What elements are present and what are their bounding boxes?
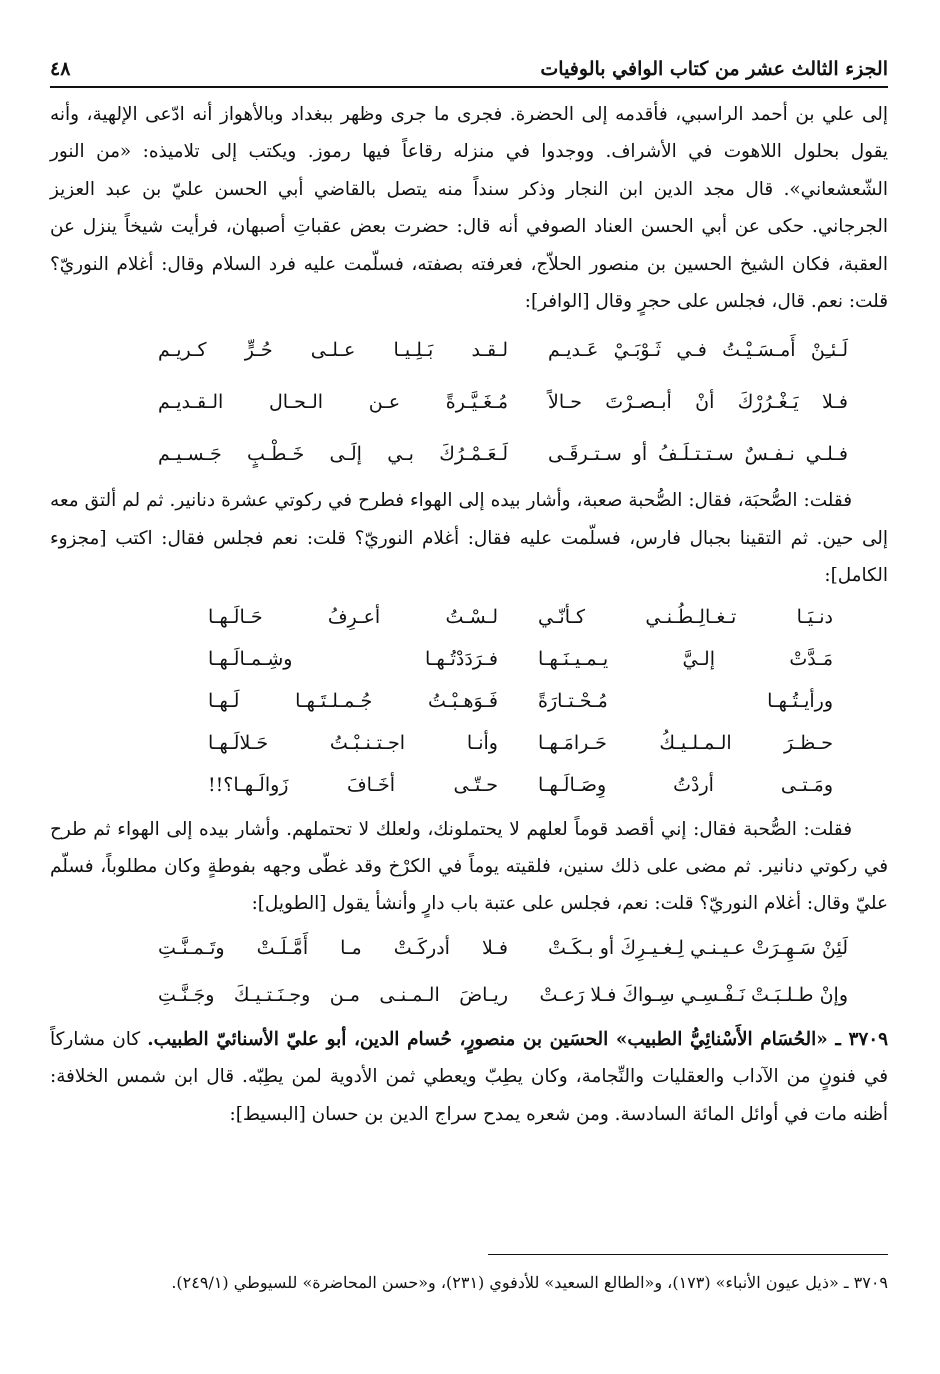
hemistich-left: فـلا أدركَـتْ مـا أَمَّـلَـتْ وتَـمـنَّـتِ (158, 936, 508, 959)
poem-kamil (50, 597, 888, 807)
verse (50, 376, 888, 428)
verse (50, 639, 888, 681)
hemistich-left: لَـعَـمْـرُكَ بـي إلَـى خَـطْـبٍ جَـسـيـم (158, 442, 508, 465)
hemistich-right: حـظـرَ الـمـلـيـكُ حَـرامَـهـا (538, 731, 833, 754)
hemistich-right: فـلـي نـفـسٌ سـتـتـلَـفُ أو سـتـرقَـى (548, 442, 848, 465)
footnote: ٣٧٠٩ ـ «ذيل عيون الأنباء» (١٧٣)، و«الطالع السعيد» للأدفوي (٢٣١)، و«حسن المحاضرة» للسيوطي (٢٤٩/١). (171, 1273, 888, 1292)
verse (50, 324, 888, 376)
book-page (50, 0, 888, 1374)
verse (50, 723, 888, 765)
verse (50, 925, 888, 972)
header-rule (50, 86, 888, 88)
hemistich-right: مَـدَّتْ إلـيَّ يـمـيـنَـهـا (538, 647, 833, 670)
hemistich-left: مُـغَـيَّـرةً عـن الـحـال الـقـديـم (158, 390, 508, 413)
hemistich-left: فَـوَهـبْـتُ جُـمـلـتَـهـا لَـهـا (208, 689, 498, 712)
hemistich-right: فـلا يَـغْـرُرْكَ أنْ أبـصـرْتَ حـالاً (548, 390, 848, 413)
running-title: الجزء الثالث عشر من كتاب الوافي بالوفيات (540, 58, 888, 80)
hemistich-right: دنـيَـا تـغـالِـطُـنـي كـأنّـي (538, 605, 833, 628)
page-number: ٤٨ (50, 58, 71, 80)
hemistich-left: ريـاضَ الـمـنـى مـن وجـنَـتـيـكَ وجَـنَّـتِ (158, 983, 508, 1006)
hemistich-left: لـقـد بَـلِـيـا عـلـى حُـرٍّ كـريـم (158, 338, 508, 361)
hemistich-right: ورأيـتُـهـا مُـحْـتـارَةً (538, 689, 833, 712)
entry-body: كان مشاركاً في فنونٍ من الآداب والعقليات والنِّجامة، وكان يطِبّ ويعطي ثمن الأدوية لمن يطِبّه. قال ابن شمس الخلافة: أظنه مات في أوائل المائة السادسة. ومن شعره يمدح سراج الدين بن حسان [البسيط]: (50, 1028, 888, 1125)
paragraph-3: فقلت: الصُّحبة فقال: إني أقصد قوماً لعلهم لا يحتملونك، ولعلك لا تحتملهم. وأشار بيده إلى الهواء ثم طرح في ركوتي دنانير. ثم مضى على ذلك سنين، فلقيته يوماً في الكرْخ وقد غطّى وجهه بفوطةٍ وكان مطلوباً، فسلّم عليّ وقال: أغلام النوريّ؟ قلت: نعم، فجلس على عتبة باب دارٍ وأنشأ يقول [الطويل]: (50, 818, 888, 915)
verse (50, 681, 888, 723)
poem-tawil (50, 925, 888, 1019)
hemistich-right: ومَـتـى أردْتُ وِصَـالَـهـا (538, 773, 833, 796)
verse (50, 765, 888, 807)
page-header (50, 40, 888, 80)
poem-wafir (50, 324, 888, 480)
entry-title: ٣٧٠٩ ـ «الحُسَام الأَسْنائِيُّ الطبيب» الحسَين بن منصورٍ، حُسام الدين، أبو عليّ الأسنائيّ الطبيب. (147, 1028, 888, 1050)
verse (50, 428, 888, 480)
hemistich-right: وإنْ طـلـبَـتْ نَـفْـسِـي سِـواكَ فـلا رَعـتْ (539, 983, 848, 1006)
paragraph-1: إلى علي بن أحمد الراسبي، فأقدمه إلى الحضرة. فجرى ما جرى وظهر ببغداد وبالأهواز أنه ادّعى الإلهية، وأنه يقول بحلول اللاهوت في الأشراف. ووجدوا في منزله رقاعاً فيها رموز. ويكتب إلى تلاميذه: «من النور الشّعشعاني». قال مجد الدين ابن النجار وذكر سنداً منه يتصل بالقاضي أبي الحسن عليّ بن عبد العزيز الجرجاني. حكى عن أبي الحسن العناد الصوفي أنه قال: حضرت بعض عقباتِ أصبهان، فرأيت شيخاً ينزل عن العقبة، فكان الشيخ الحسين بن منصور الحلاّج، فعرفته بصفته، فسلّمت عليه فرد السلام وقال: أغلام النوريّ؟ قلت: نعم. قال، فجلس على حجرٍ وقال [الوافر]: (50, 104, 888, 313)
verse (50, 597, 888, 639)
main-text (50, 96, 888, 1133)
hemistich-left: لـسْـتُ أعـرِفُ حَـالَـهـا (208, 605, 498, 628)
hemistich-left: فـرَدَدْتُـهـا وشِـمـالَـهـا (208, 647, 498, 670)
footnote-rule (488, 1254, 888, 1255)
hemistich-left: حـتّـى أخَـافَ زَوالَـهـا؟!! (208, 773, 498, 796)
entry-3709 (50, 1021, 888, 1133)
hemistich-left: وأنـا اجـتـنـبْـتُ حَـلالَـهـا (208, 731, 498, 754)
paragraph-2: فقلت: الصُّحبَة، فقال: الصُّحبة صعبة، وأشار بيده إلى الهواء فطرح في ركوتي عشرة دنانير. ثم لم ألتق معه إلى حين. ثم التقينا بجبال فارس، فسلّمت عليه فقال: أغلام النوريّ؟ قلت: نعم فجلس فقال: اكتب [مجزوء الكامل]: (50, 490, 888, 587)
hemistich-right: لَـئـِنْ أَمـسَـيْـتُ فـي ثَـوْبَـيْ عَـديـم (548, 338, 848, 361)
hemistich-right: لَئِنْ سَـهِـرَتْ عـيـنـي لِـغـيـرِكَ أو بـكَـتْ (548, 936, 848, 959)
verse (50, 972, 888, 1019)
